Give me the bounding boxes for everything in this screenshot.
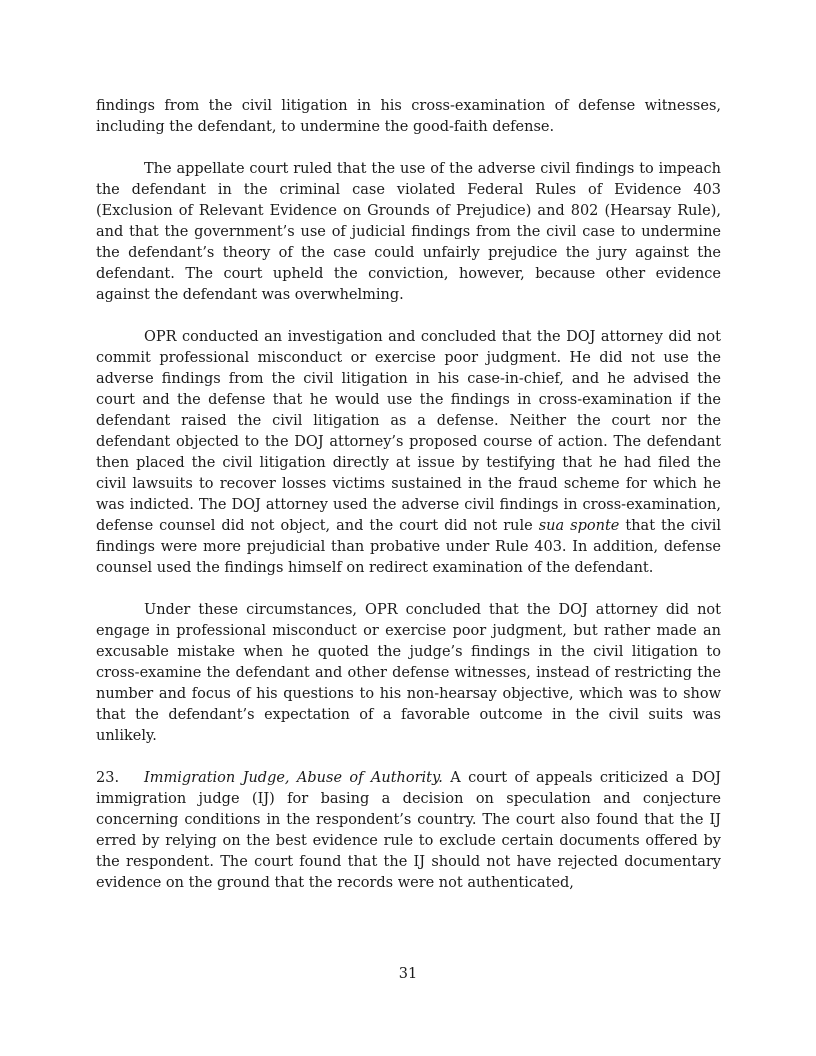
- document-body: [96, 96, 721, 915]
- paragraph-continuation: findings from the civil litigation in his cross-examination of defense witnesses, including the defendant, to undermine the good-faith defense.: [96, 98, 721, 135]
- paragraph-opr-investigation: [96, 327, 721, 579]
- case-heading: Immigration Judge, Abuse of Authority.: [144, 770, 443, 786]
- paragraph-opr-text-1: OPR conducted an investigation and concluded that the DOJ attorney did not commit professional misconduct or exercise poor judgment. He did not use the adverse findings from the civil litigation in his case-in-chief, and he advised the court and the defense that he would use the findings in cross-examination if the defendant raised the civil litigation as a defense. Neither the court nor the defendant objected to the DOJ attorney’s proposed course of action. The defendant then placed the civil litigation directly at issue by testifying that he had filed the civil lawsuits to recover losses victims sustained in the fraud scheme for which he was indicted. The DOJ attorney used the adverse civil findings in cross-examination, defense counsel did not object, and the court did not rule: [96, 329, 721, 534]
- paragraph-opr-italic-phrase: sua sponte: [538, 518, 620, 534]
- paragraph-appellate-ruling: The appellate court ruled that the use of the adverse civil findings to impeach the defendant in the criminal case violated Federal Rules of Evidence 403 (Exclusion of Relevant Evidence on Grounds of Prejudice) and 802 (Hearsay Rule), and that the government’s use of judicial findings from the civil case to undermine the defendant’s theory of the case could unfairly prejudice the jury against the defendant. The court upheld the conviction, however, because other evidence against the defendant was overwhelming.: [96, 161, 721, 303]
- paragraph-case-23: [96, 768, 721, 894]
- page-number: 31: [398, 966, 418, 982]
- paragraph-opr-text-2: that the civil findings were more prejudicial than probative under Rule 403. In addition, defense counsel used the findings himself on redirect examination of the defendant.: [96, 518, 722, 576]
- case-body: A court of appeals criticized a DOJ immigration judge (IJ) for basing a decision on speculation and conjecture concerning conditions in the respondent’s country. The court also found that the IJ erred by relying on the best evidence rule to exclude certain documents offered by the respondent. The court found that the IJ should not have rejected documentary evidence on the ground that the records were not authenticated,: [96, 770, 721, 891]
- case-number: 23.: [96, 770, 120, 786]
- paragraph-opr-conclusion: Under these circumstances, OPR concluded that the DOJ attorney did not engage in professional misconduct or exercise poor judgment, but rather made an excusable mistake when he quoted the judge’s findings in the civil litigation to cross-examine the defendant and other defense witnesses, instead of restricting the number and focus of his questions to his non-hearsay objective, which was to show that the defendant’s expectation of a favorable outcome in the civil suits was unlikely.: [96, 602, 721, 744]
